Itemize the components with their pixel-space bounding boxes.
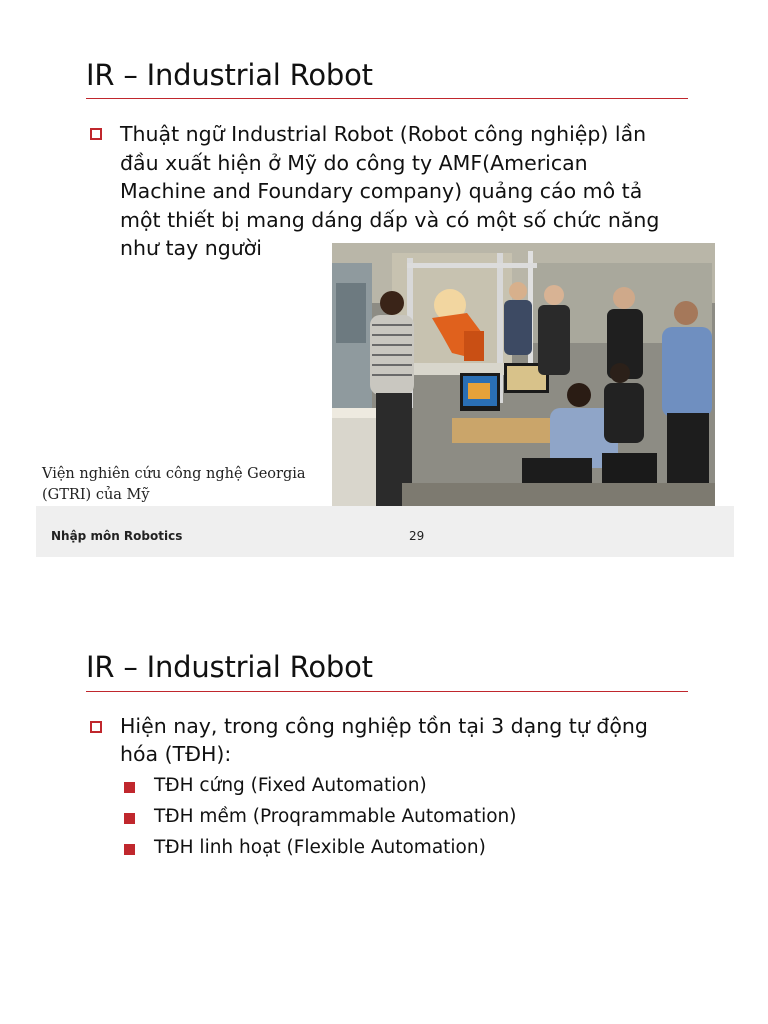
- bullet-paragraph: [120, 120, 680, 263]
- bullet-line: một thiết bị mang dáng dấp và có một số chức năng: [120, 207, 660, 232]
- photo-caption: [42, 464, 306, 506]
- page-number: 29: [409, 529, 425, 543]
- title-underline: [86, 98, 688, 99]
- bullet-line: đầu xuất hiện ở Mỹ do công ty AMF(American: [120, 150, 588, 175]
- footer-course-label: Nhập môn Robotics: [51, 529, 183, 543]
- hollow-square-bullet-icon: [90, 128, 102, 140]
- sub-bullet-item: TĐH linh hoạt (Flexible Automation): [154, 837, 486, 858]
- filled-square-bullet-icon: [124, 844, 135, 855]
- bullet-line: hóa (TĐH):: [120, 742, 232, 766]
- caption-line: (GTRI) của Mỹ: [42, 487, 150, 503]
- bullet-line: Machine and Foundary company) quảng cáo mô tả: [120, 179, 643, 203]
- slide-title: IR – Industrial Robot: [86, 650, 373, 684]
- bullet-line: Hiện nay, trong công nghiệp tồn tại 3 dạng tự động: [120, 714, 648, 738]
- sub-bullet-item: TĐH cứng (Fixed Automation): [154, 775, 427, 796]
- slide-footer: [36, 506, 734, 557]
- caption-line: Viện nghiên cứu công nghệ Georgia: [42, 466, 306, 482]
- hollow-square-bullet-icon: [90, 721, 102, 733]
- bullet-line: như tay người: [120, 236, 262, 260]
- filled-square-bullet-icon: [124, 782, 135, 793]
- lab-photo: [332, 243, 715, 507]
- slide-30: [0, 592, 768, 1024]
- filled-square-bullet-icon: [124, 813, 135, 824]
- bullet-line: Thuật ngữ Industrial Robot (Robot công nghiệp) lần: [120, 122, 647, 146]
- title-underline: [86, 691, 688, 692]
- bullet-paragraph: [120, 712, 648, 768]
- sub-bullet-item: TĐH mềm (Proqrammable Automation): [154, 806, 517, 827]
- slide-title: IR – Industrial Robot: [86, 58, 373, 92]
